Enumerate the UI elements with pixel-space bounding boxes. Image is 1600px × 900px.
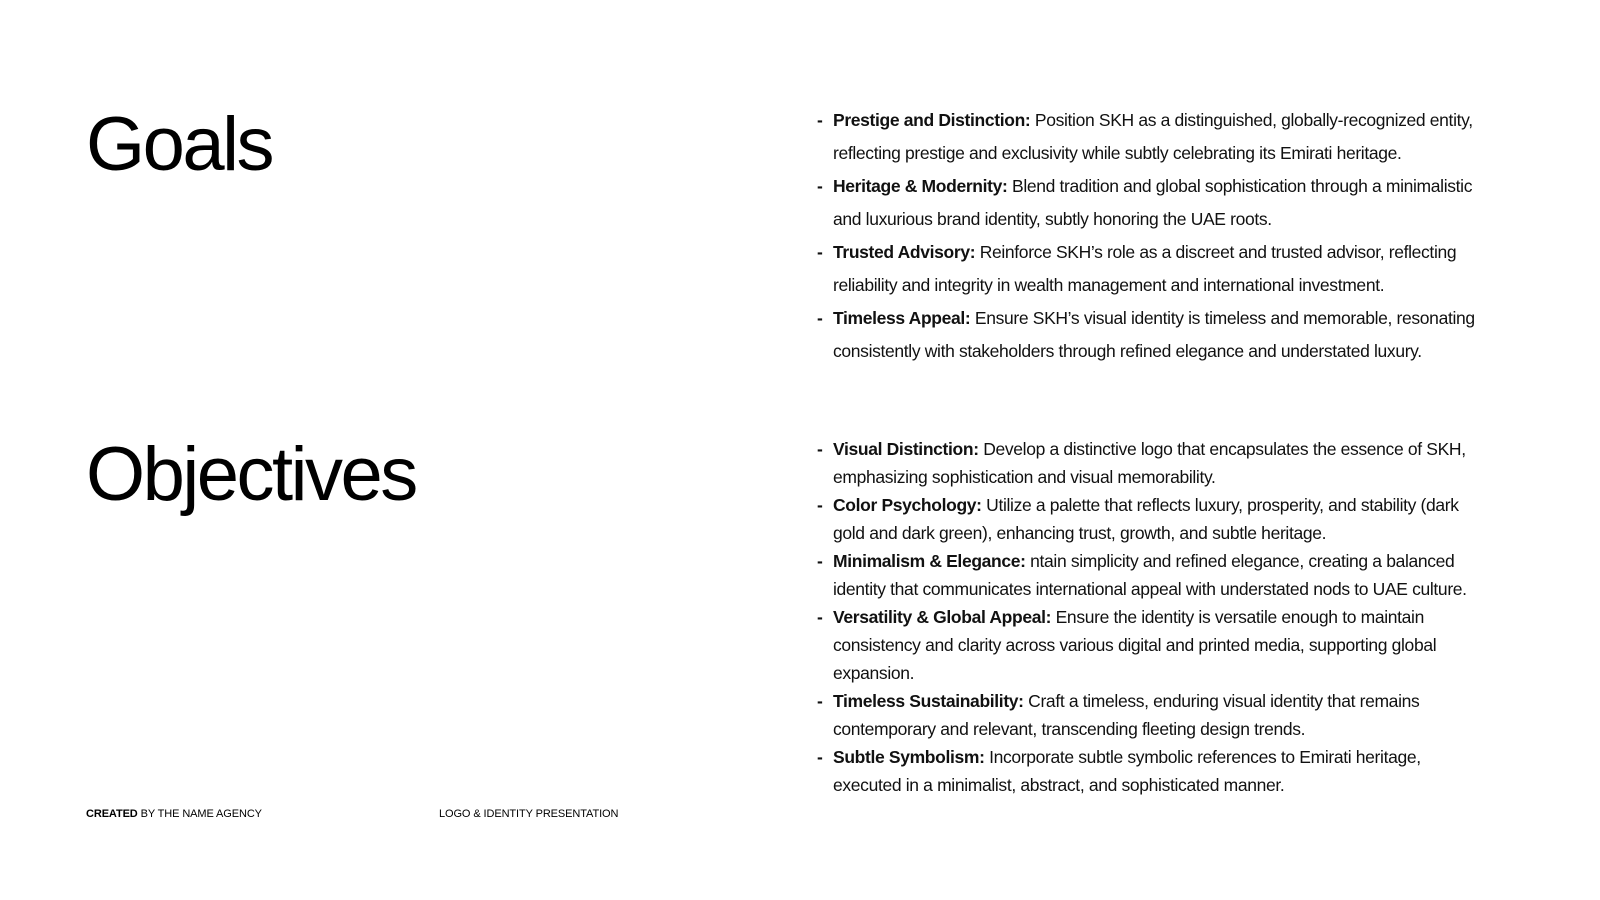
objective-item: [817, 743, 1485, 799]
objective-item: [817, 491, 1485, 547]
goal-text: Reinforce SKH’s role as a discreet and trusted advisor, reflecting reliability and integrity in wealth management and international investment.: [833, 242, 1457, 295]
goal-text: Position SKH as a distinguished, globally-recognized entity, reflecting prestige and exclusivity while subtly celebrating its Emirati heritage.: [833, 110, 1473, 163]
list-dash: -: [817, 551, 823, 571]
goal-text: Blend tradition and global sophistication through a minimalistic and luxurious brand identity, subtly honoring the UAE roots.: [833, 176, 1473, 229]
objective-term: Visual Distinction:: [833, 439, 979, 459]
list-dash: -: [817, 176, 823, 196]
footer-credit-bold: CREATED: [86, 808, 138, 820]
list-dash: -: [817, 110, 823, 130]
goal-item: [817, 302, 1485, 368]
objective-text: Utilize a palette that reflects luxury, prosperity, and stability (dark gold and dark green), enhancing trust, growth, and subtle heritage.: [833, 495, 1459, 543]
list-dash: -: [817, 747, 823, 767]
goal-term: Prestige and Distinction:: [833, 110, 1031, 130]
objective-term: Timeless Sustainability:: [833, 691, 1024, 711]
list-dash: -: [817, 308, 823, 328]
footer-credit: [86, 808, 262, 820]
objective-term: Subtle Symbolism:: [833, 747, 985, 767]
objectives-heading: Objectives: [86, 432, 416, 517]
list-dash: -: [817, 607, 823, 627]
footer-presentation-title: LOGO & IDENTITY PRESENTATION: [439, 808, 619, 820]
objective-item: [817, 603, 1485, 687]
goal-item: [817, 170, 1485, 236]
objective-term: Color Psychology:: [833, 495, 982, 515]
objective-text: Incorporate subtle symbolic references to Emirati heritage, executed in a minimalist, abstract, and sophisticated manner.: [833, 747, 1421, 795]
objective-text: Develop a distinctive logo that encapsulates the essence of SKH, emphasizing sophistication and visual memorability.: [833, 439, 1466, 487]
objective-term: Versatility & Global Appeal:: [833, 607, 1052, 627]
objective-item: [817, 687, 1485, 743]
list-dash: -: [817, 495, 823, 515]
goal-term: Timeless Appeal:: [833, 308, 971, 328]
objective-text: ntain simplicity and refined elegance, creating a balanced identity that communicates international appeal with understated nods to UAE culture.: [833, 551, 1467, 599]
objective-term: Minimalism & Elegance:: [833, 551, 1026, 571]
objectives-list: [817, 435, 1485, 799]
footer-credit-rest: BY THE NAME AGENCY: [140, 808, 262, 820]
list-dash: -: [817, 691, 823, 711]
objective-text: Ensure the identity is versatile enough to maintain consistency and clarity across various digital and printed media, supporting global expansion.: [833, 607, 1437, 683]
goal-term: Heritage & Modernity:: [833, 176, 1008, 196]
list-dash: -: [817, 439, 823, 459]
goal-text: Ensure SKH’s visual identity is timeless and memorable, resonating consistently with stakeholders through refined elegance and understated luxury.: [833, 308, 1475, 361]
goal-item: [817, 236, 1485, 302]
list-dash: -: [817, 242, 823, 262]
goal-item: [817, 104, 1485, 170]
objective-item: [817, 547, 1485, 603]
goals-list: [817, 104, 1485, 368]
objective-item: [817, 435, 1485, 491]
goal-term: Trusted Advisory:: [833, 242, 976, 262]
objective-text: Craft a timeless, enduring visual identity that remains contemporary and relevant, transcending fleeting design trends.: [833, 691, 1420, 739]
goals-heading: Goals: [86, 102, 273, 187]
